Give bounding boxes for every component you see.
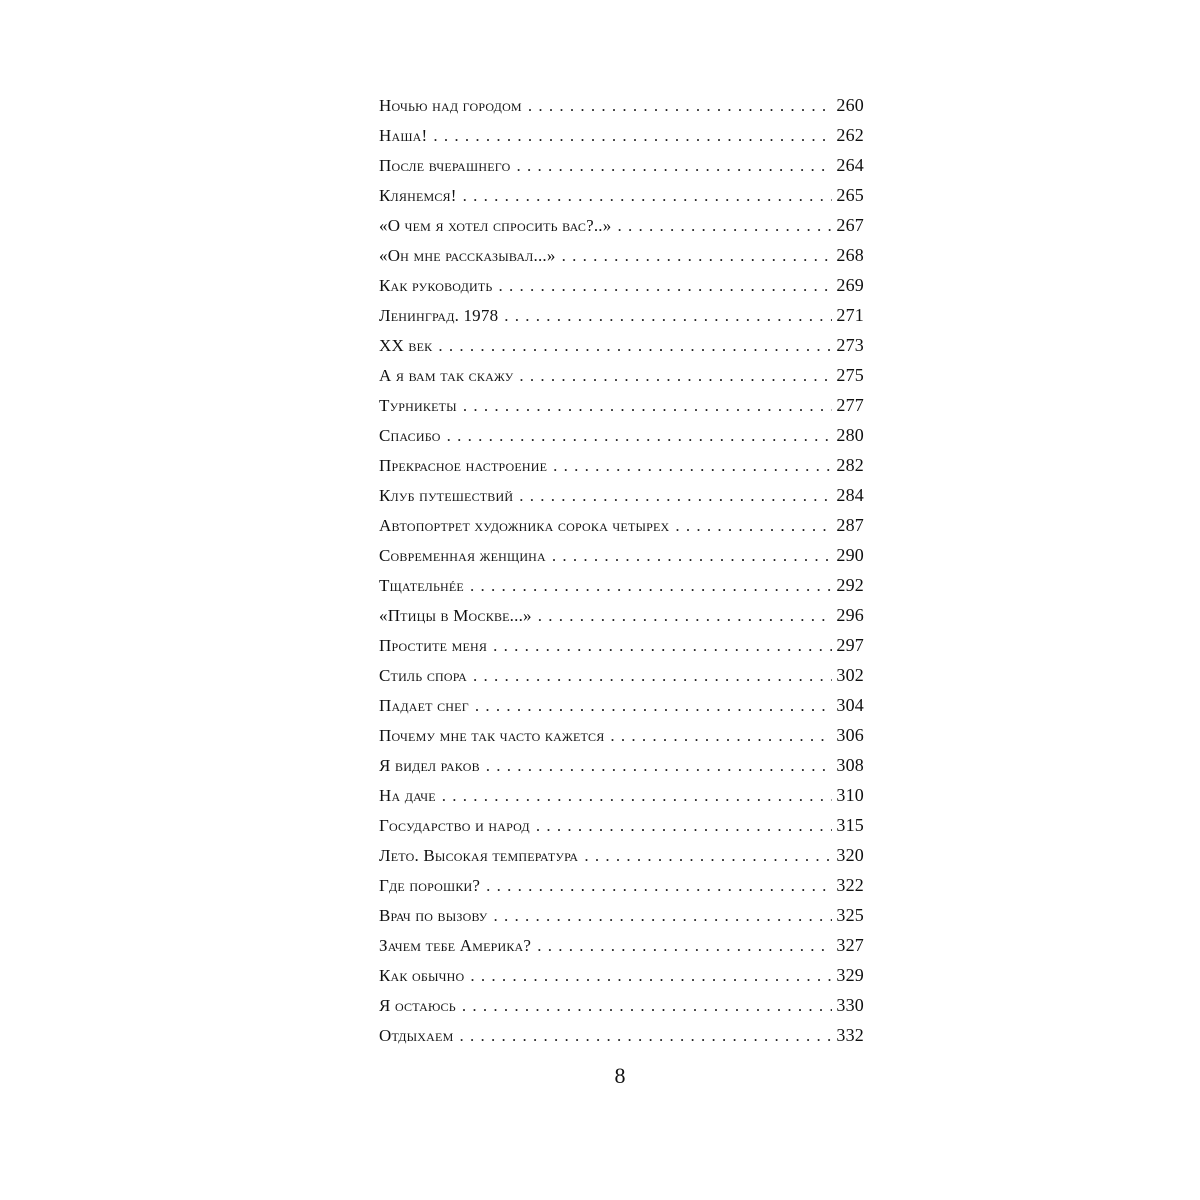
toc-entry-title: Где порошки? [379, 876, 481, 895]
toc-entry-title: Ленинград. 1978 [379, 306, 499, 325]
toc-entry-page: 265 [836, 185, 864, 205]
toc-entry-page: 325 [836, 905, 864, 925]
toc-entry [379, 570, 864, 600]
toc-entry-title: Я видел раков [379, 756, 480, 775]
toc-entry-title: Я остаюсь [379, 996, 456, 1015]
toc-dot-leader [552, 541, 832, 571]
toc-entry-page: 260 [836, 95, 864, 115]
toc-entry-title: XX век [379, 336, 433, 355]
toc-entry-page: 296 [836, 605, 864, 625]
toc-entry-page: 329 [836, 965, 864, 985]
toc-entry-title: Почему мне так часто кажется [379, 726, 605, 745]
toc-entry-page: 306 [836, 725, 864, 745]
toc-entry-title: Турникеты [379, 396, 457, 415]
toc-entry-title: Простите меня [379, 636, 488, 655]
toc-entry-page: 268 [836, 245, 864, 265]
toc-entry [379, 330, 864, 360]
toc-entry-page: 287 [836, 515, 864, 535]
toc-entry [379, 720, 864, 750]
toc-dot-leader [473, 661, 832, 691]
toc-entry-page: 327 [836, 935, 864, 955]
toc-entry-title: Ночью над городом [379, 96, 522, 115]
toc-entry [379, 1020, 864, 1050]
toc-dot-leader [562, 241, 833, 271]
toc-entry [379, 540, 864, 570]
toc-dot-leader [463, 181, 833, 211]
toc-entry-page: 271 [836, 305, 864, 325]
toc-entry-title: Врач по вызову [379, 906, 488, 925]
toc-entry [379, 420, 864, 450]
toc-entry-title: А я вам так скажу [379, 366, 514, 385]
toc-dot-leader [584, 841, 832, 871]
toc-entry-title: Клуб путешествий [379, 486, 514, 505]
toc-dot-leader [447, 421, 833, 451]
toc-entry [379, 900, 864, 930]
toc-entry-page: 269 [836, 275, 864, 295]
toc-dot-leader [463, 391, 833, 421]
toc-entry-page: 320 [836, 845, 864, 865]
toc-entry-title: На даче [379, 786, 436, 805]
toc-dot-leader [475, 691, 833, 721]
toc-entry [379, 240, 864, 270]
toc-entry [379, 180, 864, 210]
toc-entry [379, 630, 864, 660]
toc-dot-leader [537, 931, 832, 961]
toc-entry-title: Современная женщина [379, 546, 546, 565]
toc-entry-title: Прекрасное настроение [379, 456, 548, 475]
toc-entry-title: Клянемся! [379, 186, 457, 205]
toc-entry [379, 390, 864, 420]
toc-entry [379, 150, 864, 180]
toc-entry-title: «Он мне рассказывал...» [379, 246, 556, 265]
toc-entry-page: 273 [836, 335, 864, 355]
toc-entry-title: Как руководить [379, 276, 493, 295]
toc-entry-page: 304 [836, 695, 864, 715]
toc-dot-leader [528, 91, 833, 121]
toc-entry-title: Отдыхаем [379, 1026, 454, 1045]
toc-entry [379, 660, 864, 690]
page-number: 8 [614, 1063, 626, 1088]
toc-dot-leader [610, 721, 832, 751]
toc-entry [379, 450, 864, 480]
toc-entry [379, 990, 864, 1020]
toc-entry-title: Автопортрет художника сорока четырех [379, 516, 670, 535]
toc-dot-leader [433, 121, 832, 151]
table-of-contents [379, 90, 864, 1050]
toc-entry-page: 290 [836, 545, 864, 565]
toc-entry [379, 360, 864, 390]
toc-dot-leader [470, 961, 832, 991]
toc-entry-title: Наша! [379, 126, 428, 145]
toc-entry-page: 322 [836, 875, 864, 895]
toc-entry-page: 262 [836, 125, 864, 145]
toc-entry [379, 510, 864, 540]
toc-entry-page: 308 [836, 755, 864, 775]
toc-entry [379, 930, 864, 960]
toc-entry-title: Тщательнéе [379, 576, 464, 595]
toc-entry-title: Лето. Высокая температура [379, 846, 579, 865]
toc-dot-leader [462, 991, 833, 1021]
toc-dot-leader [516, 151, 832, 181]
toc-entry [379, 90, 864, 120]
toc-entry-title: После вчерашнего [379, 156, 511, 175]
toc-entry-page: 315 [836, 815, 864, 835]
toc-entry-page: 302 [836, 665, 864, 685]
toc-dot-leader [438, 331, 832, 361]
toc-entry [379, 960, 864, 990]
toc-entry-title: Спасибо [379, 426, 441, 445]
toc-dot-leader [493, 631, 832, 661]
toc-dot-leader [519, 361, 832, 391]
toc-dot-leader [459, 1021, 832, 1051]
toc-entry-page: 310 [836, 785, 864, 805]
toc-entry [379, 300, 864, 330]
toc-entry-title: «Птицы в Москве...» [379, 606, 532, 625]
toc-dot-leader [498, 271, 832, 301]
toc-entry-page: 275 [836, 365, 864, 385]
toc-entry [379, 480, 864, 510]
toc-entry [379, 600, 864, 630]
toc-entry-title: Как обычно [379, 966, 465, 985]
toc-entry [379, 210, 864, 240]
toc-dot-leader [553, 451, 832, 481]
toc-entry-page: 330 [836, 995, 864, 1015]
toc-entry-page: 284 [836, 485, 864, 505]
toc-entry-title: Государство и народ [379, 816, 530, 835]
toc-dot-leader [536, 811, 833, 841]
toc-entry [379, 840, 864, 870]
toc-entry [379, 120, 864, 150]
toc-dot-leader [486, 871, 832, 901]
toc-entry-page: 280 [836, 425, 864, 445]
toc-dot-leader [617, 211, 832, 241]
toc-entry [379, 270, 864, 300]
toc-entry-title: Зачем тебе Америка? [379, 936, 532, 955]
toc-entry [379, 780, 864, 810]
toc-entry-page: 277 [836, 395, 864, 415]
toc-entry [379, 870, 864, 900]
toc-entry [379, 750, 864, 780]
toc-dot-leader [442, 781, 833, 811]
toc-entry-page: 297 [836, 635, 864, 655]
toc-dot-leader [504, 301, 832, 331]
toc-entry-title: «О чем я хотел спросить вас?..» [379, 216, 612, 235]
toc-entry-page: 282 [836, 455, 864, 475]
toc-entry-title: Падает снег [379, 696, 469, 715]
toc-dot-leader [538, 601, 833, 631]
toc-entry-page: 292 [836, 575, 864, 595]
toc-dot-leader [470, 571, 832, 601]
toc-entry-title: Стиль спора [379, 666, 467, 685]
toc-entry-page: 267 [836, 215, 864, 235]
toc-entry [379, 810, 864, 840]
toc-dot-leader [493, 901, 832, 931]
toc-entry-page: 332 [836, 1025, 864, 1045]
toc-dot-leader [486, 751, 833, 781]
toc-dot-leader [519, 481, 832, 511]
toc-entry-page: 264 [836, 155, 864, 175]
toc-dot-leader [675, 511, 832, 541]
toc-list [379, 90, 864, 1050]
toc-entry [379, 690, 864, 720]
